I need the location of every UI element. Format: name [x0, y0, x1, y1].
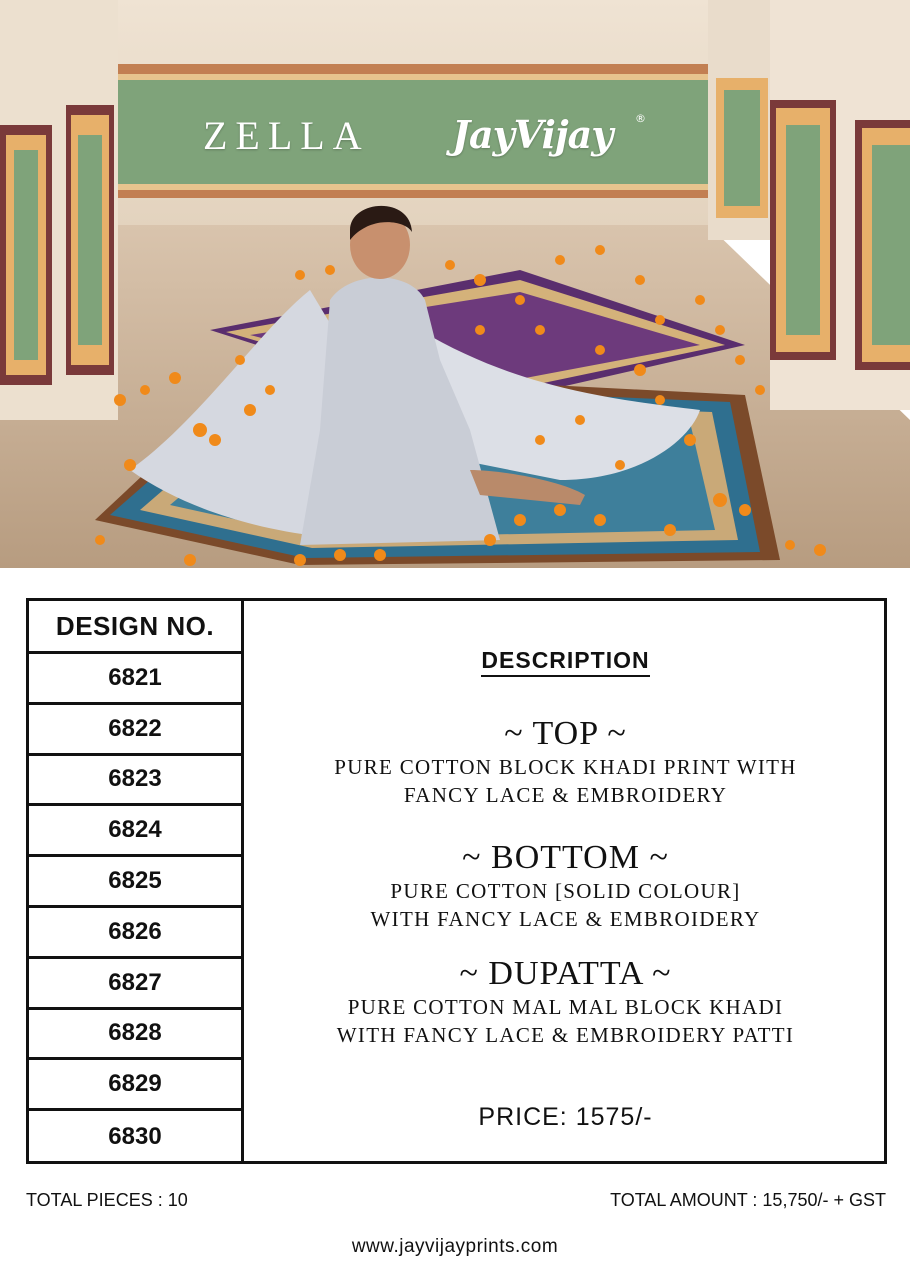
- design-number-cell: 6822: [29, 705, 241, 756]
- section-heading: ~ DUPATTA ~: [459, 955, 672, 992]
- description-column: [247, 601, 884, 1161]
- design-number-cell: 6823: [29, 756, 241, 807]
- dupatta-section: [247, 955, 884, 1049]
- website-link[interactable]: www.jayvijayprints.com: [351, 1236, 559, 1257]
- section-line: WITH FANCY LACE & EMBROIDERY: [370, 907, 761, 931]
- design-number-cell: 6827: [29, 959, 241, 1010]
- hero-photo: [0, 0, 910, 568]
- design-number-column: [29, 601, 244, 1161]
- section-heading: ~ BOTTOM ~: [462, 839, 669, 876]
- section-line: PURE COTTON [SOLID COLOUR]: [390, 879, 741, 903]
- design-number-cell: 6826: [29, 908, 241, 959]
- description-title: DESCRIPTION: [481, 647, 649, 677]
- brand-logo: JayVijay: [452, 112, 613, 157]
- section-line: WITH FANCY LACE & EMBROIDERY PATTI: [336, 1023, 795, 1047]
- design-number-cell: 6830: [108, 1122, 162, 1150]
- hero-illustration: [0, 0, 910, 568]
- design-number-header: DESIGN NO.: [29, 601, 241, 654]
- price: PRICE: 1575/-: [478, 1103, 653, 1131]
- catalog-table: [26, 598, 887, 1164]
- design-number-cell: 6821: [29, 654, 241, 705]
- total-amount: TOTAL AMOUNT : 15,750/- + GST: [610, 1190, 886, 1210]
- design-number-cell: 6828: [29, 1010, 241, 1061]
- section-line: PURE COTTON MAL MAL BLOCK KHADI: [347, 995, 784, 1019]
- design-number-cell: 6824: [29, 806, 241, 857]
- design-number-cell: 6825: [29, 857, 241, 908]
- section-line: PURE COTTON BLOCK KHADI PRINT WITH: [334, 755, 797, 779]
- brand-name: ZELLA: [203, 113, 370, 158]
- top-section: [247, 715, 884, 809]
- section-heading: ~ TOP ~: [504, 715, 627, 752]
- design-number-cell: 6829: [29, 1060, 241, 1111]
- total-pieces: TOTAL PIECES : 10: [26, 1190, 188, 1210]
- registered-mark: ®: [635, 112, 646, 125]
- description-title-wrap: [247, 647, 884, 674]
- bottom-section: [247, 839, 884, 933]
- section-line: FANCY LACE & EMBROIDERY: [403, 783, 728, 807]
